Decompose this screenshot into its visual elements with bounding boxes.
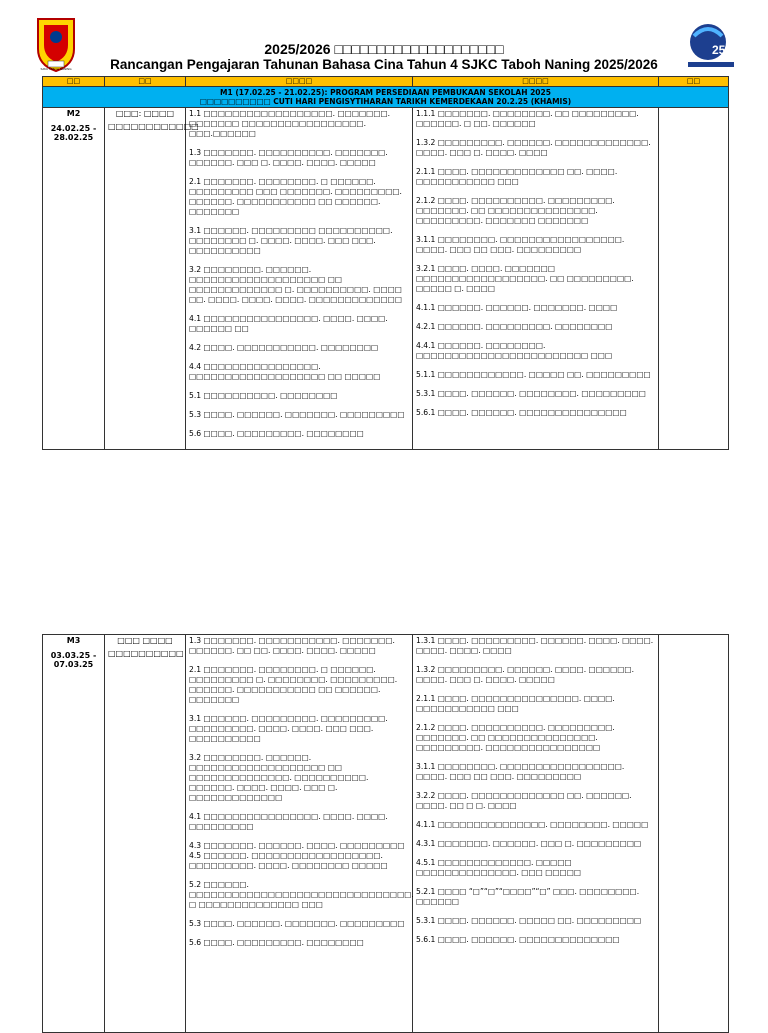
list-item: 4.3 □□□□□□□. □□□□□□. □□□□. □□□□□□□□□ 4.5 □□□□□□. □□□□□□□□□□□□□□□□□□. □□□□□□□□□. □□□□. □□□□□□□□ □□□□□ — [189, 841, 405, 870]
list-item: 5.2.1 □□□□ “□”“□”“□□□□”“□” □□□. □□□□□□□□. □□□□□□ — [416, 887, 640, 906]
banner-line1: M1 (17.02.25 - 21.02.25): PROGRAM PERSEDIAAN PEMBUKAAN SEKOLAH 2025 — [220, 88, 551, 97]
list-item: 5.3.1 □□□□. □□□□□□. □□□□□ □□. □□□□□□□□□ — [416, 916, 642, 925]
list-item: 3.2.1 □□□□. □□□□. □□□□□□□ □□□□□□□□□□□□□□□□□□. □□ □□□□□□□□□. □□□□□ □. □□□□ — [416, 264, 634, 293]
list-item: 4.4.1 □□□□□□. □□□□□□□□. □□□□□□□□□□□□□□□□□□□□□□□□ □□□ — [416, 341, 613, 360]
content-standard-cell — [186, 635, 413, 1033]
lesson-plan-table-1 — [42, 76, 729, 450]
unit-title: □□□: □□□□ — [115, 109, 175, 118]
list-item: 4.1 □□□□□□□□□□□□□□□□. □□□□. □□□□. □□□□□□ □□ — [189, 314, 388, 333]
lesson-plan-table-2 — [42, 634, 729, 1033]
list-item: 4.1.1 □□□□□□□□□□□□□□□. □□□□□□□□. □□□□□ — [416, 820, 649, 829]
list-item: 1.3.2 □□□□□□□□□. □□□□□□. □□□□. □□□□□□. □□□□. □□□ □. □□□□. □□□□□ — [416, 665, 635, 684]
list-item: 4.5.1 □□□□□□□□□□□□□. □□□□□ □□□□□□□□□□□□□□. □□□ □□□□□ — [416, 858, 582, 877]
list-item: 4.3.1 □□□□□□□. □□□□□□. □□□ □. □□□□□□□□□ — [416, 839, 642, 848]
list-item: 5.6.1 □□□□. □□□□□□. □□□□□□□□□□□□□□ — [416, 935, 620, 944]
learning-standard-cell — [413, 108, 659, 450]
list-item: 2.1.1 □□□□. □□□□□□□□□□□□□□□. □□□□. □□□□□□□□□□□ □□□ — [416, 694, 615, 713]
week-dates: 03.03.25 - 07.03.25 — [50, 651, 97, 669]
header-learning-standard: □□□□ — [413, 77, 659, 87]
list-item: 3.1.1 □□□□□□□□. □□□□□□□□□□□□□□□□□. □□□□. □□□ □□ □□□. □□□□□□□□□ — [416, 235, 625, 254]
week-label: M3 — [66, 636, 81, 645]
list-item: 5.3 □□□□. □□□□□□. □□□□□□□. □□□□□□□□□ — [189, 410, 405, 419]
list-item: 4.2 □□□□. □□□□□□□□□□□. □□□□□□□□ — [189, 343, 379, 352]
list-item: 5.1 □□□□□□□□□□. □□□□□□□□ — [189, 391, 338, 400]
list-item: 5.2 □□□□□□. □□□□□□□□□□□□□□□□□□□□□□□□□□□□□□□. □ □□□□□□□□□□□□□□ □□□ — [189, 880, 414, 909]
list-item: 5.3 □□□□. □□□□□□. □□□□□□□. □□□□□□□□□ — [189, 919, 405, 928]
banner-row — [43, 87, 729, 108]
list-item: 5.1.1 □□□□□□□□□□□□. □□□□□ □□. □□□□□□□□□ — [416, 370, 651, 379]
list-item: 2.1.2 □□□□. □□□□□□□□□□. □□□□□□□□□. □□□□□□□. □□ □□□□□□□□□□□□□□□. □□□□□□□□□. □□□□□□□ □□□□□□□ — [416, 196, 615, 225]
list-item: 4.1 □□□□□□□□□□□□□□□□. □□□□. □□□□. □□□□□□□□□ — [189, 812, 388, 831]
notes-cell — [659, 108, 729, 450]
document-title-line1: 2025/2026 □□□□□□□□□□□□□□□□□□□□ — [264, 41, 504, 57]
list-item: 5.6.1 □□□□. □□□□□□. □□□□□□□□□□□□□□□ — [416, 408, 627, 417]
list-item: 1.3.1 □□□□. □□□□□□□□□. □□□□□□. □□□□. □□□□. □□□□. □□□□. □□□□ — [416, 636, 654, 655]
banner-cell — [43, 87, 729, 108]
list-item: 3.2.2 □□□□. □□□□□□□□□□□□□ □□. □□□□□□. □□□□. □□ □ □. □□□□ — [416, 791, 632, 810]
list-item: 2.1 □□□□□□□. □□□□□□□□. □ □□□□□□. □□□□□□□□□ □. □□□□□□□□. □□□□□□□□□. □□□□□□. □□□□□□□□□□□ □□ □□□□□□. □□□□□□□ — [189, 665, 398, 704]
list-item: 3.1.1 □□□□□□□□. □□□□□□□□□□□□□□□□□. □□□□. □□□ □□ □□□. □□□□□□□□□ — [416, 762, 625, 781]
header-notes: □□ — [659, 77, 729, 87]
content-standard-cell — [186, 108, 413, 450]
week-cell — [43, 635, 105, 1033]
header-unit: □□ — [105, 77, 186, 87]
list-item: 1.3 □□□□□□□. □□□□□□□□□□. □□□□□□□. □□□□□□. □□□ □. □□□□. □□□□. □□□□□ — [189, 148, 388, 167]
list-item: 1.3 □□□□□□□. □□□□□□□□□□□. □□□□□□□. □□□□□□. □□ □□. □□□□. □□□□. □□□□□ — [189, 636, 395, 655]
banner-line2-text: CUTI HARI PENGISYTIHARAN TARIKH KEMERDEKAAN 20.2.25 (KHAMIS) — [273, 97, 572, 106]
list-item: 2.1.1 □□□□. □□□□□□□□□□□□□ □□. □□□□. □□□□□□□□□□□ □□□ — [416, 167, 618, 186]
list-item: 2.1 □□□□□□□. □□□□□□□□. □ □□□□□□. □□□□□□□□□ □□□ □□□□□□□. □□□□□□□□□. □□□□□□. □□□□□□□□□□□ □□ □□□□□□. □□□□□□□ — [189, 177, 402, 216]
list-item: 3.2 □□□□□□□□. □□□□□□. □□□□□□□□□□□□□□□□□□□ □□ □□□□□□□□□□□□□□. □□□□□□□□□□. □□□□□□. □□□□. □□□□. □□□ □. □□□□□□□□□□□□□ — [189, 753, 369, 802]
learning-standard-cell — [413, 635, 659, 1033]
list-item: 2.1.2 □□□□. □□□□□□□□□□. □□□□□□□□□. □□□□□□□. □□ □□□□□□□□□□□□□□□. □□□□□□□□□. □□□□□□□□□□□□□□□□ — [416, 723, 615, 752]
list-item: 1.1 □□□□□□□□□□□□□□□□□□. □□□□□□□. □□□□□□□ □□□□□□□□□□□□□□□□□. □□□.□□□□□□ — [189, 109, 391, 138]
week-dates: 24.02.25 - 28.02.25 — [50, 124, 97, 142]
logo-left-caption: SJKC TABOH NANING — [40, 67, 72, 71]
banner-line2-prefix: □□□□□□□□□□ — [199, 97, 274, 106]
list-item: 3.2 □□□□□□□□. □□□□□□. □□□□□□□□□□□□□□□□□□□ □□ □□□□□□□□□□□□□ □. □□□□□□□□□□. □□□□ □□. □□□□. □□□□. □□□□. □□□□□□□□□□□□□ — [189, 265, 403, 304]
header-content-standard: □□□□ — [186, 77, 413, 87]
list-item: 3.1 □□□□□□. □□□□□□□□□. □□□□□□□□□. □□□□□□□□□. □□□□. □□□□. □□□ □□□. □□□□□□□□□□ — [189, 714, 388, 743]
logo-25-text: 25 — [712, 43, 726, 57]
list-item: 5.6 □□□□. □□□□□□□□□. □□□□□□□□ — [189, 429, 364, 438]
header-week: □□ — [43, 77, 105, 87]
list-item: 1.1.1 □□□□□□□. □□□□□□□□. □□ □□□□□□□□□. □□□□□□. □ □□. □□□□□□ — [416, 109, 639, 128]
table-row — [43, 108, 729, 450]
list-item: 5.6 □□□□. □□□□□□□□□. □□□□□□□□ — [189, 938, 364, 947]
list-item: 4.2.1 □□□□□□. □□□□□□□□□. □□□□□□□□ — [416, 322, 613, 331]
table-header-row — [43, 77, 729, 87]
list-item: 5.3.1 □□□□. □□□□□□. □□□□□□□□. □□□□□□□□□ — [416, 389, 646, 398]
list-item: 1.3.2 □□□□□□□□□. □□□□□□. □□□□□□□□□□□□□. □□□□. □□□ □. □□□□. □□□□ — [416, 138, 651, 157]
ministry-logo — [686, 18, 736, 70]
week-label: M2 — [66, 109, 81, 118]
list-item: 4.4 □□□□□□□□□□□□□□□□. □□□□□□□□□□□□□□□□□□□ □□ □□□□□ — [189, 362, 381, 381]
unit-subtitle: □□□□□□□□□□□□ — [108, 122, 199, 131]
unit-subtitle: □□□□□□□□□□ — [108, 649, 184, 658]
table-row — [43, 635, 729, 1033]
week-cell — [43, 108, 105, 450]
list-item: 3.1 □□□□□□. □□□□□□□□□ □□□□□□□□□□. □□□□□□□□ □. □□□□. □□□□. □□□ □□□. □□□□□□□□□□ — [189, 226, 393, 255]
notes-cell — [659, 635, 729, 1033]
unit-title: □□□ □□□□ — [117, 636, 173, 645]
unit-cell — [105, 635, 186, 1033]
unit-cell — [105, 108, 199, 450]
list-item: 4.1.1 □□□□□□. □□□□□□. □□□□□□□. □□□□ — [416, 303, 618, 312]
banner-line2 — [45, 97, 726, 106]
document-title-line2: Rancangan Pengajaran Tahunan Bahasa Cina Tahun 4 SJKC Taboh Naning 2025/2026 — [110, 57, 658, 72]
